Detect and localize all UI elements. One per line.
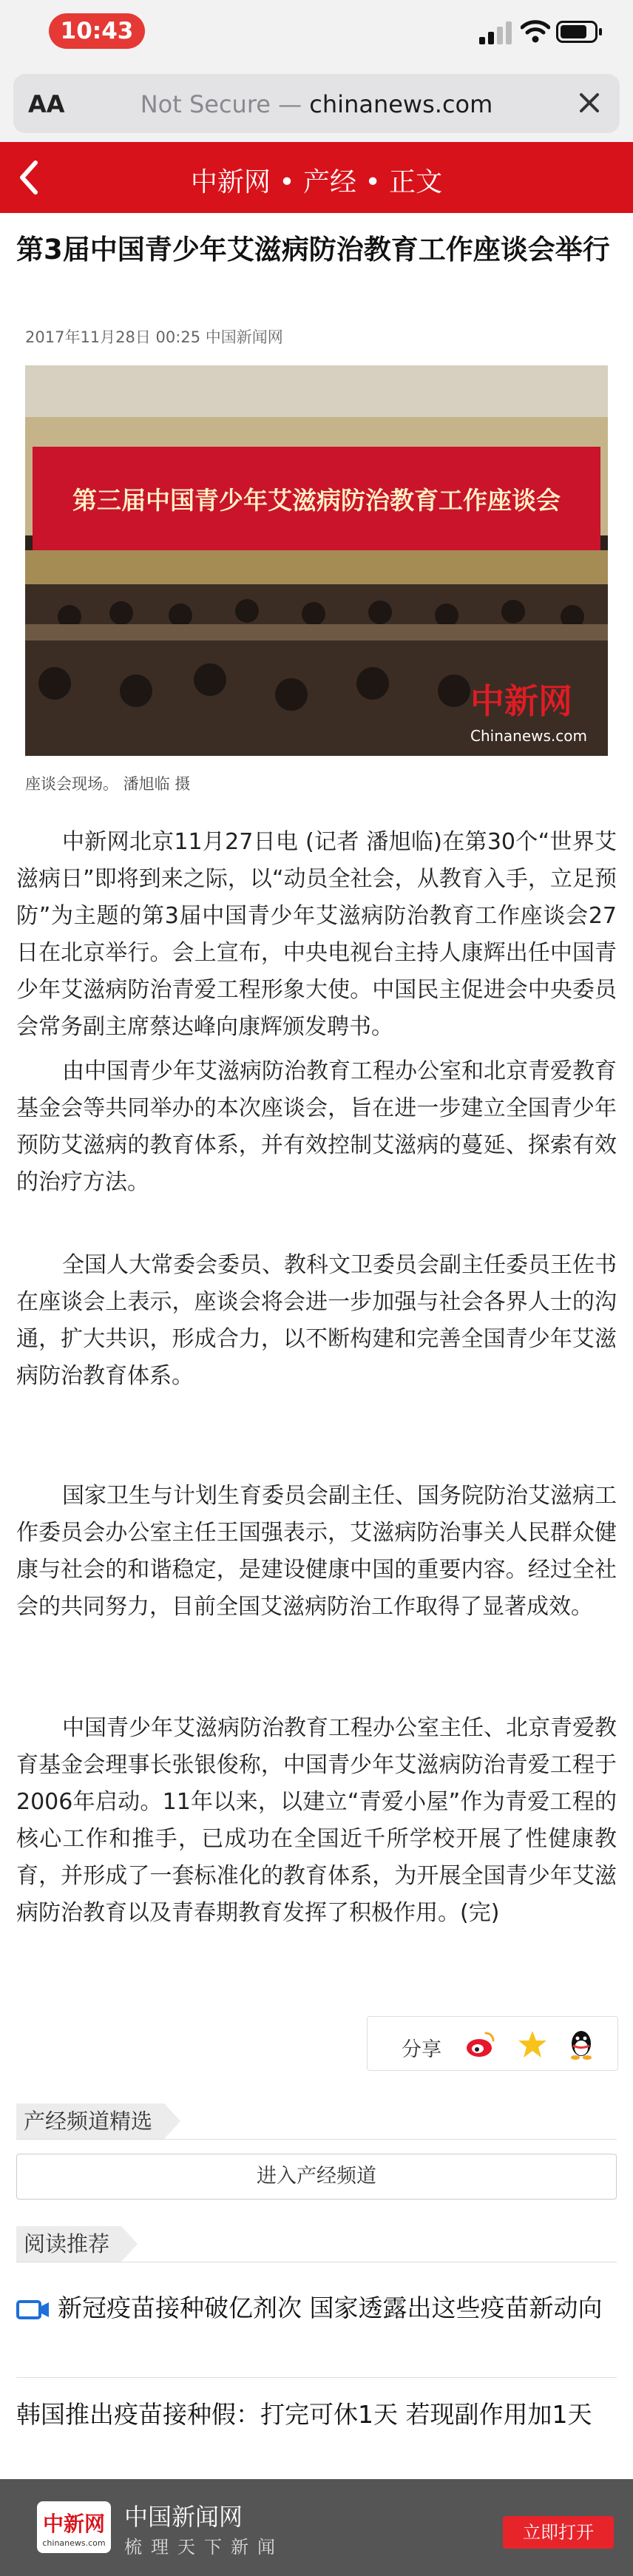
app-download-banner[interactable] — [0, 2479, 633, 2576]
battery-icon — [556, 21, 598, 43]
article-paragraph: 中国青少年艾滋病防治教育工程办公室主任、北京青爱教育基金会理事长张银俊称，中国青少年艾滋病防治青爱工程于2006年启动。11年以来，以建立“青爱小屋”作为青爱工程的核心工作和推手，已成功在全国近千所学校开展了性健康教育，并形成了一套标准化的教育体系，为开展全国青少年艾滋病防治教育以及青春期教育发挥了积极作用。(完) — [16, 1715, 617, 1926]
browser-toolbar — [0, 68, 633, 142]
weibo-icon[interactable] — [464, 2027, 498, 2061]
photo-banner-text: 第三届中国青少年艾滋病防治教育工作座谈会 — [72, 486, 561, 515]
recommend-section-title: 阅读推荐 — [16, 2226, 121, 2262]
qzone-star-icon[interactable] — [515, 2027, 549, 2061]
enter-channel-button[interactable]: 进入产经频道 — [16, 2154, 617, 2200]
article-paragraph: 由中国青少年艾滋病防治教育工程办公室和北京青爱教育基金会等共同举办的本次座谈会，旨在进一步建立全国青少年预防艾滋病的教育体系，并有效控制艾滋病的蔓延、探索有效的治疗方法。 — [16, 1058, 617, 1195]
logo-text: 中新网 — [42, 2512, 106, 2536]
photo-watermark-url: Chinanews.com — [470, 727, 587, 745]
address-bar[interactable] — [13, 74, 620, 133]
status-bar — [0, 0, 633, 68]
article-photo — [25, 365, 608, 756]
qq-penguin-icon[interactable] — [564, 2027, 598, 2061]
photo-caption: 座谈会现场。 潘旭临 摄 — [25, 775, 191, 793]
reader-aa-button[interactable]: AA — [28, 90, 65, 118]
article-meta: 2017年11月28日 00:25 中国新闻网 — [25, 328, 283, 346]
channel-section-title: 产经频道精选 — [16, 2103, 164, 2139]
header-breadcrumb: 中新网 • 产经 • 正文 — [190, 167, 443, 197]
not-secure-label: Not Secure — [140, 90, 271, 118]
url-domain: chinanews.com — [309, 90, 493, 118]
article-paragraph: 中新网北京11月27日电 (记者 潘旭临)在第30个“世界艾滋病日”即将到来之际，以“动员全社会，从教育入手，立足预防”为主题的第3届中国青少年艾滋病防治教育工作座谈会27日在北京举行。会上宣布，中央电视台主持人康辉出任中国青少年艾滋病防治青爱工程形象大使。中国民主促进会中央委员会常务副主席蔡达峰向康辉颁发聘书。 — [16, 829, 617, 1040]
recommend-item[interactable]: 新冠疫苗接种破亿剂次 国家透露出这些疫苗新动向 — [58, 2293, 603, 2322]
item-divider — [16, 2377, 617, 2378]
article-paragraph: 全国人大常委会委员、教科文卫委员会副主任委员王佐书在座谈会上表示，座谈会将会进一步加强与社会各界人士的沟通，扩大共识，形成合力，以不断构建和完善全国青少年艾滋病防治教育体系。 — [16, 1252, 617, 1389]
site-header — [0, 142, 633, 213]
close-icon[interactable] — [572, 86, 606, 120]
cellular-signal-icon — [479, 21, 512, 44]
app-slogan: 梳理天下新闻 — [124, 2537, 284, 2558]
share-label: 分享 — [402, 2038, 441, 2061]
url-separator: — — [278, 90, 302, 118]
status-time: 10:43 — [49, 13, 145, 49]
wifi-icon — [521, 18, 550, 44]
article-paragraph: 国家卫生与计划生育委员会副主任、国务院防治艾滋病工作委员会办公室主任王国强表示，艾滋病防治事关人民群众健康与社会的和谐稳定，是建设健康中国的重要内容。经过全社会的共同努力，目前全国艾滋病防治工作取得了显著成效。 — [16, 1483, 617, 1620]
section-divider — [16, 2139, 617, 2140]
url-display[interactable] — [13, 90, 620, 118]
photo-watermark-cn: 中新网 — [470, 681, 572, 721]
logo-subtext: chinanews.com — [42, 2538, 106, 2548]
open-app-button[interactable]: 立即打开 — [503, 2516, 614, 2549]
article-title: 第3届中国青少年艾滋病防治教育工作座谈会举行 — [16, 234, 610, 266]
chinanews-logo — [37, 2501, 111, 2553]
app-name: 中国新闻网 — [124, 2503, 243, 2531]
share-bar — [367, 2016, 618, 2071]
recommend-item[interactable]: 韩国推出疫苗接种假：打完可休1天 若现副作用加1天 — [16, 2400, 592, 2429]
